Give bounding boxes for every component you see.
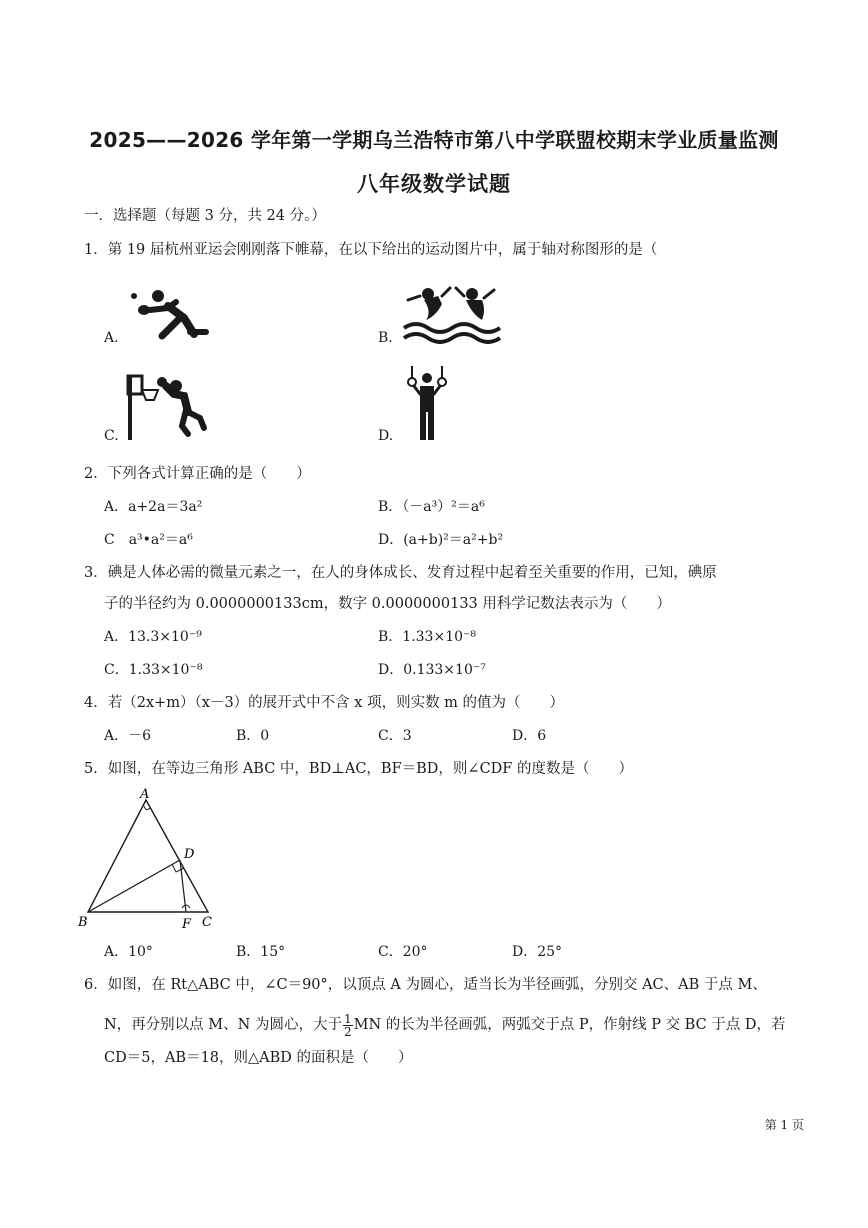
vertex-label-b: B <box>78 915 88 930</box>
question-5-option-c: C．20° <box>378 944 428 960</box>
question-1-option-a: A. <box>104 330 119 346</box>
question-2-option-c: C a³•a²＝a⁶ <box>104 532 193 548</box>
table-tennis-icon <box>124 288 216 340</box>
exam-title: 2025——2026 学年第一学期乌兰浩特市第八中学联盟校期末学业质量监测 <box>89 128 779 152</box>
question-3-option-d: D．0.133×10⁻⁷ <box>378 662 486 678</box>
question-4-option-a: A．－6 <box>104 728 152 744</box>
basketball-dunk-icon <box>126 372 210 442</box>
question-3-stem-line-1: 3．碘是人体必需的微量元素之一，在人的身体成长、发育过程中起着至关重要的作用，已知，碘原 <box>84 565 717 581</box>
question-5-option-a: A．10° <box>104 944 153 960</box>
question-6-line-2-after: MN 的长为半径画弧，两弧交于点 P，作射线 P 交 BC 于点 D，若 <box>353 1017 786 1033</box>
question-6-line-2-before: N，再分别以点 M、N 为圆心，大于 <box>104 1017 342 1033</box>
question-5-option-b: B．15° <box>236 944 286 960</box>
question-2-option-a: A．a+2a＝3a² <box>104 499 203 515</box>
question-1-stem: 1．第 19 届杭州亚运会刚刚落下帷幕，在以下给出的运动图片中，属于轴对称图形的是（ <box>84 242 658 258</box>
gymnastics-rings-icon <box>406 364 448 442</box>
question-2-option-d: D．(a+b)²＝a²+b² <box>378 532 504 548</box>
question-6-line-2 <box>104 1010 786 1040</box>
question-4-option-b: B．0 <box>236 728 270 744</box>
question-1-option-c: C. <box>104 428 119 444</box>
question-1-option-d: D. <box>378 428 394 444</box>
question-2-stem: 2．下列各式计算正确的是（ ） <box>84 466 311 482</box>
question-2-option-b: B．（－a³）²＝a⁶ <box>378 499 485 515</box>
page-number: 第 1 页 <box>764 1118 804 1132</box>
section-heading: 一．选择题（每题 3 分，共 24 分。） <box>84 208 326 224</box>
question-3-option-b: B．1.33×10⁻⁸ <box>378 629 477 645</box>
synchronized-swimming-icon <box>402 282 508 344</box>
vertex-label-f: F <box>182 917 192 932</box>
vertex-label-d: D <box>184 847 195 862</box>
question-4-option-d: D．6 <box>512 728 547 744</box>
question-5-option-d: D．25° <box>512 944 563 960</box>
fraction-denominator: 2 <box>343 1024 352 1039</box>
one-half-fraction <box>343 1013 353 1038</box>
question-5-stem: 5．如图，在等边三角形 ABC 中，BD⊥AC，BF＝BD，则∠CDF 的度数是（ ） <box>84 761 633 777</box>
triangle-figure <box>76 784 216 932</box>
question-4-option-c: C．3 <box>378 728 412 744</box>
question-6-line-3: CD＝5，AB＝18，则△ABD 的面积是（ ） <box>104 1050 413 1066</box>
question-3-option-c: C．1.33×10⁻⁸ <box>104 662 203 678</box>
question-1-option-b: B. <box>378 330 393 346</box>
question-3-option-a: A．13.3×10⁻⁹ <box>104 629 202 645</box>
vertex-label-a: A <box>140 787 150 802</box>
vertex-label-c: C <box>202 915 212 930</box>
question-3-stem-line-2: 子的半径约为 0.0000000133cm，数字 0.0000000133 用科学记数法表示为（ ） <box>104 596 671 612</box>
question-6-line-1: 6．如图，在 Rt△ABC 中，∠C＝90°，以顶点 A 为圆心，适当长为半径画弧，分别交 AC、AB 于点 M、 <box>84 977 767 993</box>
exam-subtitle: 八年级数学试题 <box>357 172 511 196</box>
fraction-numerator: 1 <box>343 1011 352 1026</box>
question-4-stem: 4．若（2x+m）（x－3）的展开式中不含 x 项，则实数 m 的值为（ ） <box>84 695 565 711</box>
